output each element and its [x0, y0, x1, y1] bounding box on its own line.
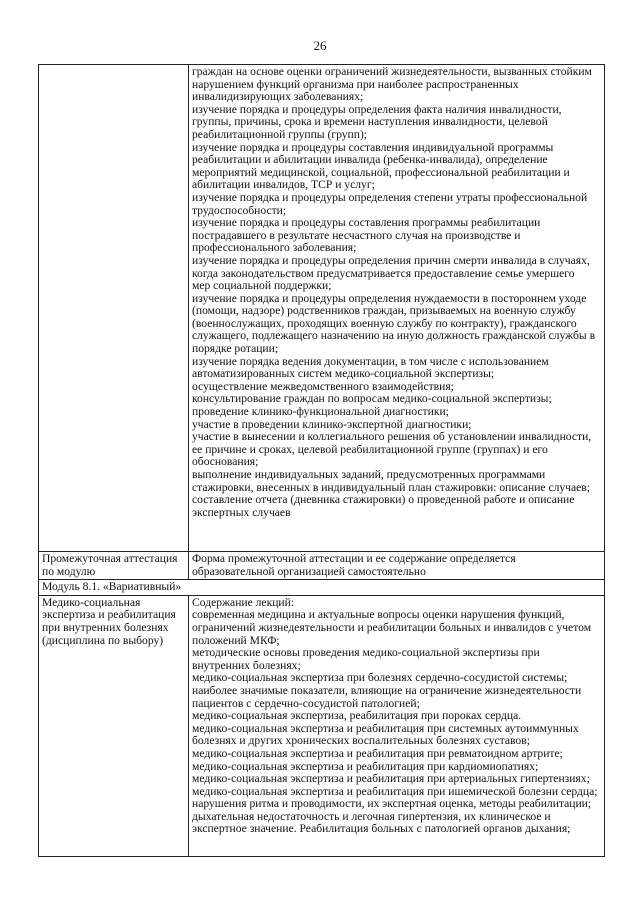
content-line: пострадавшего в результате несчастного случая на производстве и — [192, 228, 521, 242]
content-line: консультирование граждан по вопросам медико-социальной экспертизы; — [192, 392, 552, 406]
module-title-cell — [39, 580, 605, 596]
content-line: участие в проведении клинико-экспертной диагностики; — [192, 417, 472, 431]
discipline-content-line: медико-социальная экспертиза и реабилитация при системных аутоиммунных — [192, 721, 579, 735]
discipline-content-cell — [189, 595, 605, 856]
content-line: осуществление межведомственного взаимодействия; — [192, 379, 454, 393]
content-line: проведение клинико-функциональной диагностики; — [192, 405, 449, 419]
module-title: Модуль 8.1. «Вариативный» — [42, 580, 182, 594]
content-line: служащего, подлежащего назначению на иную должность гражданской службы в — [192, 329, 596, 343]
content-line: граждан на основе оценки ограничений жизнедеятельности, вызванных стойким — [192, 65, 592, 78]
discipline-label-line: при внутренних болезнях — [42, 620, 169, 634]
discipline-content-line: медико-социальная экспертиза и реабилитация при артериальных гипертензиях; — [192, 772, 590, 786]
discipline-content-line: медико-социальная экспертиза, реабилитация при пороках сердца. — [192, 709, 522, 723]
discipline-content-line: дыхательная недостаточность и легочная гипертензия, их клиническое и — [192, 809, 551, 823]
discipline-content-line: наиболее значимые показатели, влияющие на ограничение жизнедеятельности — [192, 683, 582, 697]
discipline-content-line: методические основы проведения медико-социальной экспертизы при — [192, 646, 540, 660]
attestation-label-line: по модулю — [42, 564, 96, 578]
content-line: мероприятий медицинской, социальной, профессиональной реабилитации и — [192, 165, 570, 179]
content-line: инвалидизирующих заболеваниях; — [192, 90, 364, 104]
content-line: составление отчета (дневника стажировки) о проведенной работе и описание — [192, 493, 575, 507]
content-line: трудоспособности; — [192, 203, 287, 217]
content-line: ее причине и сроках, целевой реабилитационной группе (группах) и его — [192, 442, 548, 456]
table-row-attestation — [39, 552, 605, 580]
attestation-content-cell — [189, 552, 605, 580]
content-line: порядке ротации; — [192, 342, 279, 356]
content-line: (военнослужащих, проходящих военную службу по контракту), гражданского — [192, 316, 577, 330]
continued-content-cell — [189, 65, 605, 552]
discipline-content-line: современная медицина и актуальные вопросы оценки нарушения функций, — [192, 608, 565, 622]
page-number: 26 — [313, 38, 327, 53]
discipline-content-line: медико-социальная экспертиза и реабилитация при ишемической болезни сердца; — [192, 784, 598, 798]
content-line: изучение порядка и процедуры определения причин смерти инвалида в случаях, — [192, 253, 590, 267]
content-line: выполнение индивидуальных заданий, предусмотренных программами — [192, 468, 546, 481]
content-line: изучение порядка и процедуры определения факта наличия инвалидности, — [192, 102, 562, 116]
content-line: группы, причины, срока и времени наступления инвалидности, целевой — [192, 115, 548, 129]
table-row-discipline — [39, 595, 605, 856]
content-line: изучение порядка и процедуры составления программы реабилитации — [192, 216, 541, 230]
table-row-module — [39, 580, 605, 596]
discipline-content-line: пациентов с сердечно-сосудистой патологией; — [192, 696, 420, 710]
content-line: изучение порядка и процедуры определения степени утраты профессиональной — [192, 190, 588, 204]
content-line: участие в вынесении и коллегиального решения об установлении инвалидности, — [192, 430, 592, 444]
content-line: абилитации инвалидов, ТСР и услуг; — [192, 178, 375, 192]
discipline-label-cell — [39, 595, 189, 856]
attestation-label-line: Промежуточная аттестация — [42, 552, 178, 565]
content-line: профессионального заболевания; — [192, 241, 357, 255]
content-line: стажировки, внесенных в индивидуальный план стажировки: описание случаев; — [192, 480, 590, 494]
content-line: мер социальной поддержки; — [192, 279, 332, 293]
content-line: обоснования; — [192, 455, 259, 469]
attestation-label-cell — [39, 552, 189, 580]
content-line: когда законодательством предусматривается предоставление семье умершего — [192, 266, 575, 280]
discipline-content-line: медико-социальная экспертиза и реабилитация при ревматоидном артрите; — [192, 746, 563, 760]
content-line: нарушением функций организма при наиболее распространенных — [192, 77, 519, 91]
discipline-content-line: ограничений жизнедеятельности и реабилитации больных и инвалидов с учетом — [192, 620, 592, 634]
discipline-content-line: экспертное значение. Реабилитация больных с патологией органов дыхания; — [192, 822, 571, 836]
discipline-content-line: медико-социальная экспертиза при болезнях сердечно-сосудистой системы; — [192, 671, 568, 685]
discipline-content-line: медико-социальная экспертиза и реабилитация при кардиомиопатиях; — [192, 759, 539, 773]
discipline-content-line: нарушения ритма и проводимости, их экспертная оценка, методы реабилитации; — [192, 797, 592, 811]
discipline-content-line: положений МКФ; — [192, 633, 280, 647]
attestation-content-line: образовательной организацией самостоятельно — [192, 564, 426, 578]
content-line: (помощи, надзоре) родственников граждан, призываемых на военную службу — [192, 304, 576, 318]
content-line: автоматизированных систем медико-социальной экспертизы; — [192, 367, 495, 381]
discipline-content-line: внутренних болезнях; — [192, 658, 301, 672]
content-line: изучение порядка и процедуры определения нуждаемости в постороннем уходе — [192, 291, 587, 305]
content-line: реабилитации и абилитации инвалида (ребенка-инвалида), определение — [192, 153, 548, 167]
content-line: изучение порядка ведения документации, в том числе с использованием — [192, 354, 549, 368]
discipline-content-line: болезнях и других хронических воспалительных болезнях суставов; — [192, 734, 530, 748]
content-line: изучение порядка и процедуры составления индивидуальной программы — [192, 140, 554, 154]
content-line: реабилитационной группы (групп); — [192, 127, 368, 141]
attestation-content-line: Форма промежуточной аттестации и ее содержание определяется — [192, 552, 516, 565]
discipline-content-line: Содержание лекций: — [192, 595, 295, 609]
empty-label-cell — [39, 65, 189, 552]
discipline-label-line: экспертиза и реабилитация — [42, 608, 176, 622]
table-row-continued — [39, 65, 605, 552]
content-line: экспертных случаев — [192, 505, 291, 519]
program-table — [38, 64, 605, 857]
discipline-label-line: (дисциплина по выбору) — [42, 633, 164, 647]
discipline-label-line: Медико-социальная — [42, 595, 141, 609]
